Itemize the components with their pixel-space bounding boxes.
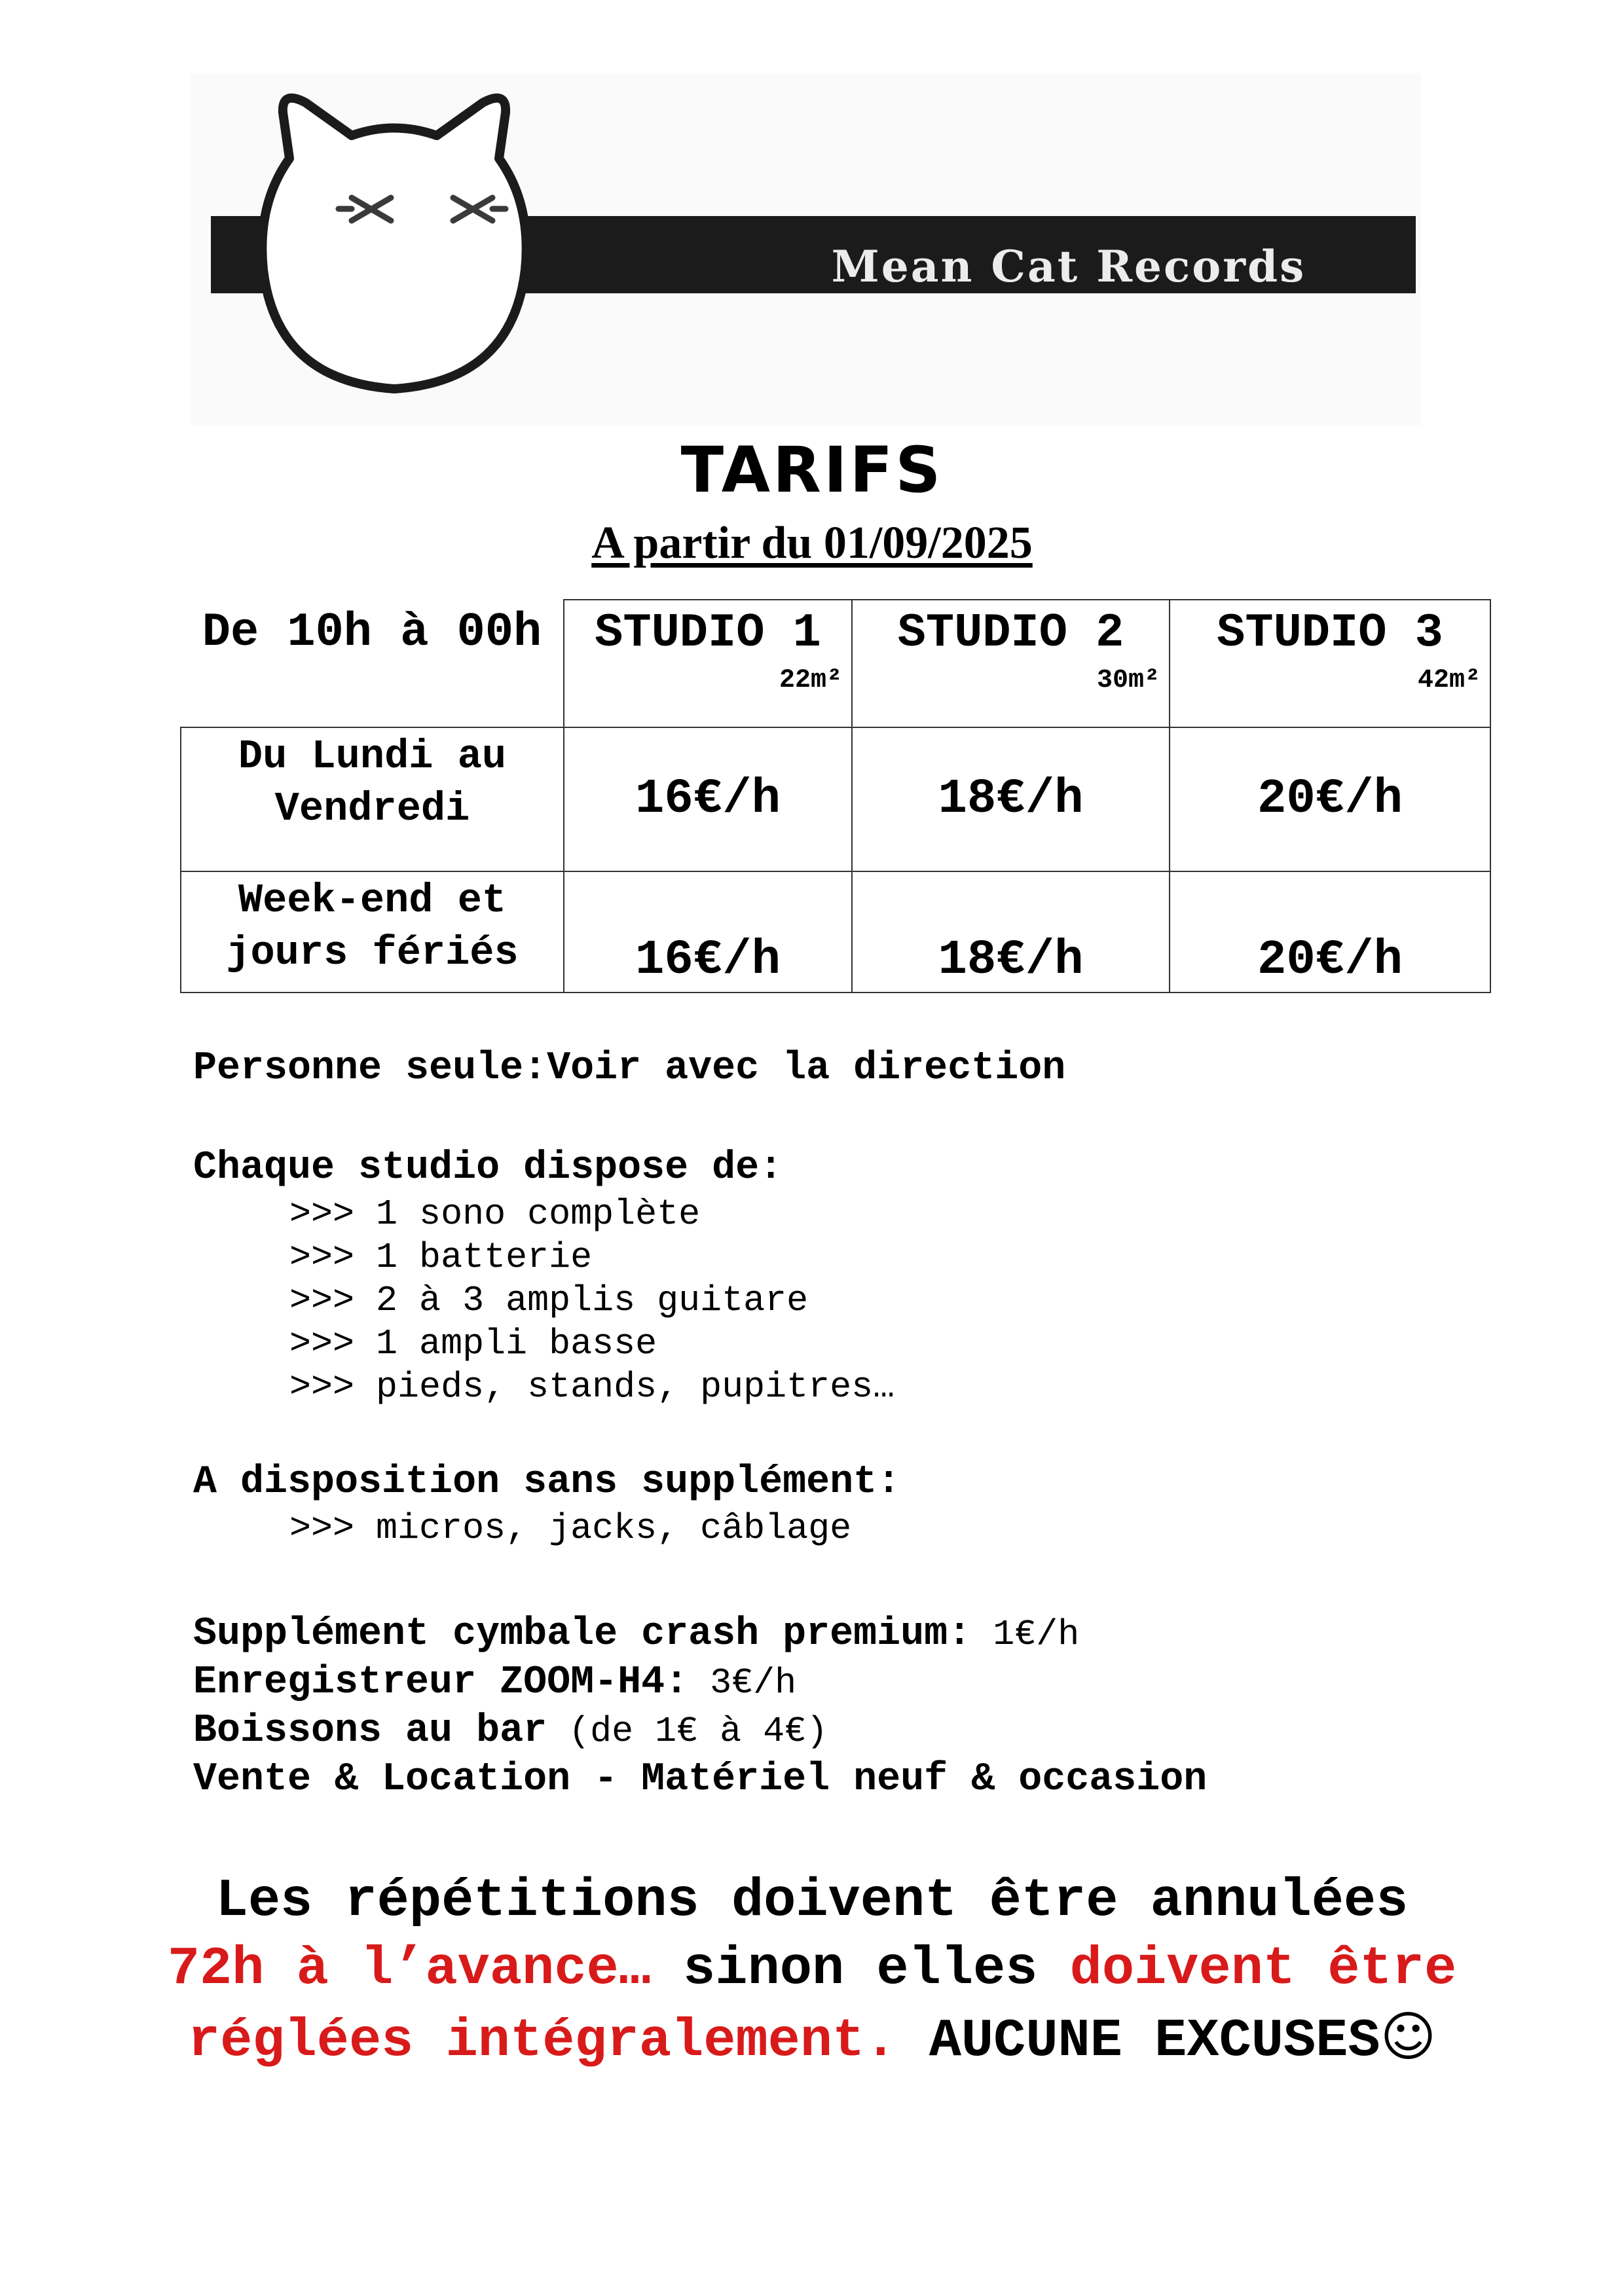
- studio-1-header: [564, 600, 852, 727]
- equipment-item: 1 sono complète: [376, 1194, 701, 1235]
- notice-text: sinon elles: [650, 1939, 1070, 1999]
- extra-line: [193, 1709, 828, 1753]
- extra-value: 1€/h: [971, 1614, 1080, 1655]
- bullet: >>>: [289, 1508, 355, 1549]
- weekend-label: Week-end et jours fériés: [181, 871, 564, 993]
- extra-line: [193, 1660, 796, 1705]
- extra-label: Vente & Location - Matériel neuf & occasion: [193, 1757, 1208, 1802]
- free-item: micros, jacks, câblage: [376, 1508, 852, 1549]
- extra-label: Boissons au bar: [193, 1709, 547, 1753]
- equipment-item: 1 ampli basse: [376, 1323, 657, 1364]
- bullet: >>>: [289, 1323, 355, 1364]
- studio-area: 30m²: [1096, 666, 1160, 695]
- logo-banner: [191, 73, 1421, 426]
- notice-highlight: doivent être réglées intégralement.: [187, 1939, 1457, 2071]
- list-item: [289, 1279, 808, 1322]
- page-title: TARIFS: [680, 433, 944, 507]
- weekday-label: Du Lundi au Vendredi: [181, 727, 564, 871]
- list-item: [289, 1507, 851, 1550]
- price-cell: 20€/h: [1170, 727, 1490, 871]
- rates-table: [180, 599, 1491, 993]
- extra-line: [193, 1757, 1207, 1802]
- studio-3-header: [1170, 600, 1490, 727]
- opening-hours: De 10h à 00h: [202, 606, 542, 659]
- bullet: >>>: [289, 1366, 355, 1408]
- notice-text: Les répétitions doivent être annulées: [215, 1870, 1409, 1931]
- price-cell: 20€/h: [1170, 871, 1490, 993]
- solo-note: Personne seule:Voir avec la direction: [193, 1046, 1066, 1091]
- extra-value: (de 1€ à 4€): [547, 1711, 828, 1752]
- studio-name: STUDIO 3: [1217, 606, 1443, 660]
- table-row: [181, 871, 1490, 993]
- price-cell: 16€/h: [564, 871, 852, 993]
- extra-line: [193, 1612, 1079, 1656]
- effective-date: A partir du 01/09/2025: [591, 518, 1033, 568]
- bullet: >>>: [289, 1194, 355, 1235]
- price-cell: 18€/h: [852, 727, 1170, 871]
- bullet: >>>: [289, 1280, 355, 1321]
- cancellation-notice: [157, 1867, 1467, 2075]
- studio-area: 42m²: [1417, 666, 1481, 695]
- equipment-item: 1 batterie: [376, 1237, 593, 1278]
- equipment-item: pieds, stands, pupitres…: [376, 1366, 895, 1408]
- studio-name: STUDIO 1: [595, 606, 821, 660]
- equipment-item: 2 à 3 amplis guitare: [376, 1280, 809, 1321]
- list-item: [289, 1322, 657, 1366]
- table-header-row: [181, 600, 1490, 727]
- studio-name: STUDIO 2: [897, 606, 1124, 660]
- extra-label: Supplément cymbale crash premium:: [193, 1612, 972, 1656]
- list-item: [289, 1366, 895, 1409]
- notice-text: AUCUNE EXCUSES: [896, 2011, 1380, 2071]
- free-items-heading: A disposition sans supplément:: [193, 1460, 901, 1504]
- extra-label: Enregistreur ZOOM-H4:: [193, 1660, 689, 1705]
- price-cell: 16€/h: [564, 727, 852, 871]
- list-item: [289, 1193, 700, 1236]
- studio-area: 22m²: [779, 666, 842, 695]
- smiley-icon: ☺: [1380, 2006, 1437, 2068]
- studio-2-header: [852, 600, 1170, 727]
- extra-value: 3€/h: [688, 1662, 797, 1704]
- table-row: [181, 727, 1490, 871]
- price-cell: 18€/h: [852, 871, 1170, 993]
- list-item: [289, 1236, 592, 1279]
- brand-name: Mean Cat Records: [831, 241, 1306, 292]
- notice-highlight: 72h à l’avance…: [167, 1939, 651, 1999]
- equipment-heading: Chaque studio dispose de:: [193, 1146, 783, 1190]
- bullet: >>>: [289, 1237, 355, 1278]
